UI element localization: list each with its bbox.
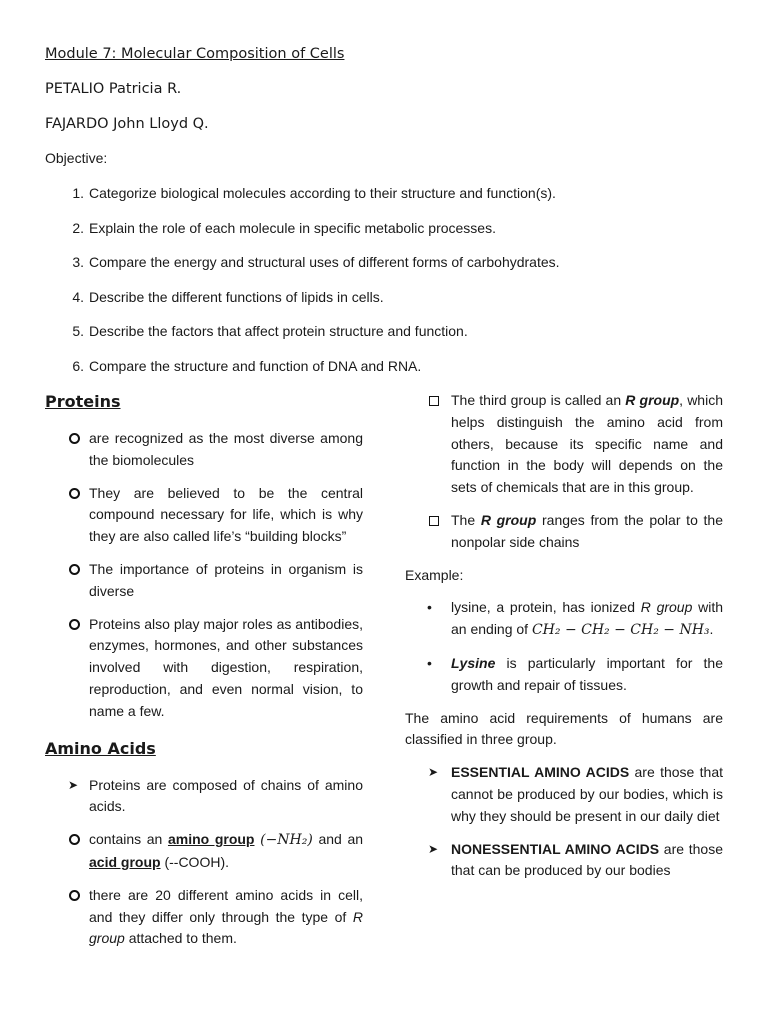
list-item xyxy=(45,885,363,950)
list-item xyxy=(405,653,723,697)
amino-point: Proteins are composed of chains of amino acids. xyxy=(89,776,363,815)
protein-point: are recognized as the most diverse among the biomolecules xyxy=(89,430,363,468)
protein-point: They are believed to be the central compound necessary for life, which is why they are also called life’s “building blocks” xyxy=(89,484,363,545)
square-bullet-icon xyxy=(429,396,439,406)
list-item xyxy=(45,829,363,874)
amino-point: contains an amino group (−NH₂) and an acid group (--COOH). xyxy=(89,831,364,870)
author-2: FAJARDO John Lloyd Q. xyxy=(45,116,209,132)
example-point: Lysine is particularly important for the growth and repair of tissues. xyxy=(451,654,723,693)
square-bullet-icon xyxy=(429,516,439,526)
arrow-bullet-icon: ➤ xyxy=(428,765,439,780)
amino-acids-heading: Amino Acids xyxy=(45,738,156,758)
objective-item xyxy=(45,314,745,349)
module-title: Module 7: Molecular Composition of Cells xyxy=(45,46,345,62)
objective-item xyxy=(45,349,745,384)
list-item xyxy=(405,597,723,642)
amino-point: there are 20 different amino acids in cell, and they differ only through the type of R group attached to them. xyxy=(89,886,364,947)
ring-bullet-icon xyxy=(69,433,80,444)
acid-group-term: acid group xyxy=(89,853,161,870)
objective-text: Describe the different functions of lipids in cells. xyxy=(89,288,384,305)
objective-text: Compare the structure and function of DNA and RNA. xyxy=(89,357,422,374)
list-item xyxy=(45,483,363,548)
objective-text: Compare the energy and structural uses of different forms of carbohydrates. xyxy=(89,254,560,270)
essential-point: ESSENTIAL AMINO ACIDS are those that cannot be produced by our bodies, which is why they should be present in our daily diet xyxy=(451,764,723,824)
objectives-list xyxy=(45,176,745,383)
ring-bullet-icon xyxy=(69,890,80,901)
protein-point: The importance of proteins in organism is diverse xyxy=(89,560,363,599)
objective-label: Objective: xyxy=(45,150,108,166)
rgroup-point: The R group ranges from the polar to the nonpolar side chains xyxy=(451,511,724,550)
objective-number: 2. xyxy=(72,219,84,236)
dot-bullet-icon: • xyxy=(427,599,432,616)
objective-number: 3. xyxy=(72,254,84,270)
nonessential-point: NONESSENTIAL AMINO ACIDS are those that can be produced by our bodies xyxy=(451,840,724,879)
arrow-bullet-icon: ➤ xyxy=(428,841,439,856)
objective-text: Describe the factors that affect protein structure and function. xyxy=(89,323,468,339)
objective-item xyxy=(45,176,745,211)
objective-number: 4. xyxy=(72,288,84,305)
arrow-bullet-icon: ➤ xyxy=(68,777,79,792)
list-item xyxy=(45,614,363,723)
objective-number: 1. xyxy=(72,185,84,201)
ring-bullet-icon xyxy=(69,488,80,499)
list-item xyxy=(405,390,723,499)
proteins-heading: Proteins xyxy=(45,392,121,411)
rgroup-point: The third group is called an R group, which helps distinguish the amino acid from others, because its specific name and function in the body will depends on the sets of chemicals that are in this group. xyxy=(451,392,723,496)
objective-text: Explain the role of each molecule in specific metabolic processes. xyxy=(89,219,496,236)
amino-group-term: amino group xyxy=(167,831,255,848)
author-1: PETALIO Patricia R. xyxy=(45,81,182,97)
list-item xyxy=(405,762,723,827)
list-item xyxy=(45,775,363,819)
objective-text: Categorize biological molecules according to their structure and function(s). xyxy=(89,185,556,201)
objective-item xyxy=(45,280,745,315)
list-item xyxy=(45,428,363,472)
list-item xyxy=(405,839,723,883)
example-point: lysine, a protein, has ionized R group with an ending of CH₂ − CH₂ − CH₂ − NH₃. xyxy=(451,599,724,639)
list-item xyxy=(405,510,723,554)
protein-point: Proteins also play major roles as antibodies, enzymes, hormones, and other substances involved with digestion, respiration, reproduction, and even normal vision, to name a few. xyxy=(89,615,363,719)
requirements-text: The amino acid requirements of humans are classified in three group. xyxy=(405,709,723,748)
dot-bullet-icon: • xyxy=(427,654,432,671)
list-item xyxy=(45,559,363,603)
lysine-formula: CH₂ − CH₂ − CH₂ − NH₃ xyxy=(531,622,710,639)
objective-item xyxy=(45,245,745,280)
example-label: Example: xyxy=(405,566,464,583)
amino-formula: (−NH₂) xyxy=(260,832,313,849)
objective-item xyxy=(45,211,745,246)
left-column xyxy=(45,390,363,961)
ring-bullet-icon xyxy=(69,619,80,630)
ring-bullet-icon xyxy=(69,834,80,845)
right-column xyxy=(405,390,723,893)
objective-number: 5. xyxy=(72,323,84,339)
ring-bullet-icon xyxy=(69,564,80,575)
objective-number: 6. xyxy=(72,357,84,374)
